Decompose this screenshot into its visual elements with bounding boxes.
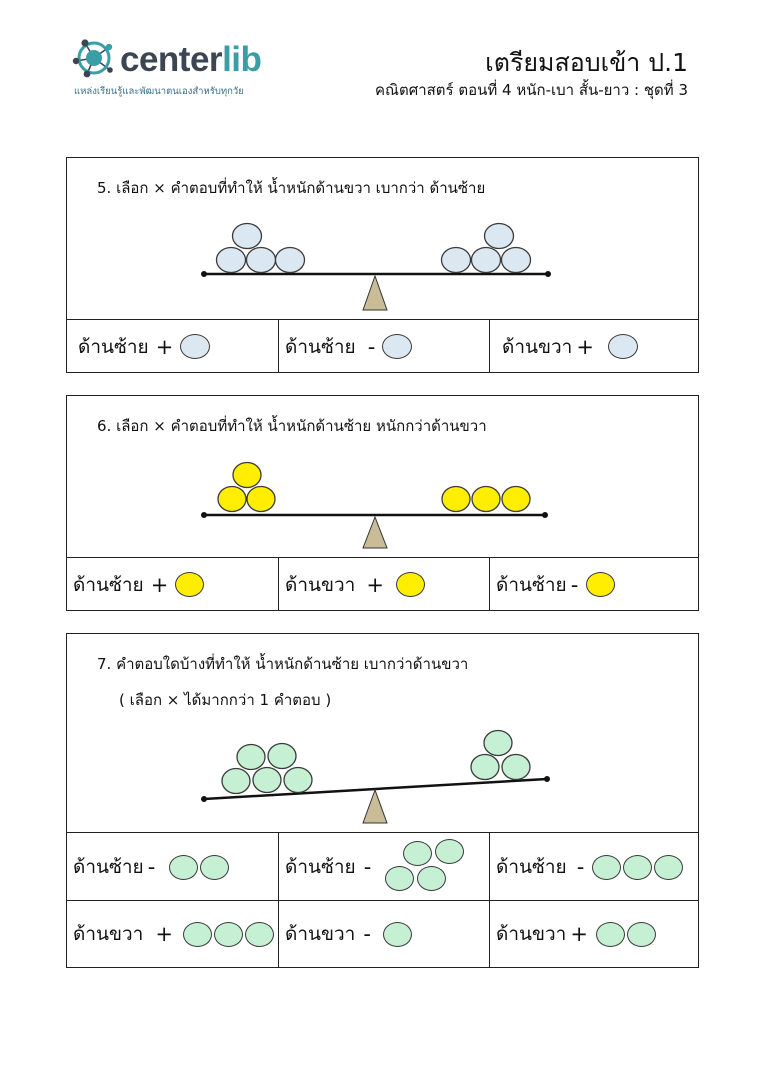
ball: [218, 487, 246, 512]
side-label: ด้านขวา: [285, 573, 356, 596]
ball: [247, 487, 275, 512]
beam-end-left: [201, 271, 207, 277]
ball-icon: [383, 922, 412, 947]
fulcrum: [363, 517, 387, 548]
side-label: ด้านขวา: [496, 923, 567, 945]
right-pan-balls: [442, 224, 531, 273]
operator: +: [155, 922, 173, 946]
ball-pile-icon: [385, 839, 465, 895]
operator: +: [155, 334, 174, 359]
ball: [276, 248, 305, 273]
question-5-text: 5. เลือก × คำตอบที่ทำให้ น้ำหนักด้านขวา เบากว่า ด้านซ้าย: [97, 179, 486, 197]
answer-option[interactable]: [489, 558, 698, 611]
ball-icon: [382, 334, 412, 359]
operator: +: [150, 572, 169, 597]
operator: +: [570, 922, 588, 946]
beam-end-right: [544, 776, 550, 782]
ball-icon: [596, 922, 625, 947]
operator: -: [147, 855, 156, 879]
beam-end-left: [201, 512, 207, 518]
ball: [247, 248, 276, 273]
ball: [502, 487, 530, 512]
ball-icon: [403, 841, 432, 866]
ball: [472, 248, 501, 273]
question-7-note: ( เลือก × ได้มากกว่า 1 คำตอบ ): [119, 691, 332, 709]
side-label: ด้านซ้าย: [285, 335, 356, 358]
answer-option[interactable]: [489, 900, 698, 967]
logo: [72, 34, 312, 104]
side-label: ด้านซ้าย: [73, 573, 144, 596]
logo-text-lib: lib: [222, 40, 262, 79]
side-label: ด้านซ้าย: [496, 573, 567, 596]
question-6-text: 6. เลือก × คำตอบที่ทำให้ น้ำหนักด้านซ้าย หนักกว่าด้านขวา: [97, 417, 487, 435]
ball: [284, 768, 312, 793]
right-pan-balls: [442, 487, 530, 512]
fulcrum: [363, 790, 387, 823]
answer-option[interactable]: [67, 833, 278, 901]
ball: [485, 224, 514, 249]
side-label: ด้านซ้าย: [78, 335, 149, 358]
answer-options-5: [67, 319, 698, 373]
ball: [233, 463, 261, 488]
operator: -: [367, 334, 376, 359]
ball-icon: [245, 922, 274, 947]
ball: [222, 769, 250, 794]
ball: [253, 768, 281, 793]
ball: [442, 248, 471, 273]
beam-end-left: [201, 796, 207, 802]
fulcrum: [363, 276, 387, 310]
ball-icon: [608, 334, 638, 359]
logo-tagline: แหล่งเรียนรู้และพัฒนาตนเองสำหรับทุกวัย: [74, 86, 244, 97]
answer-options-7-row-2: [67, 900, 698, 967]
answer-option[interactable]: [278, 833, 489, 901]
ball-icon: [417, 866, 446, 891]
ball-icon: [396, 572, 425, 597]
beam-end-right: [545, 271, 551, 277]
answer-option[interactable]: [278, 900, 489, 967]
left-pan-balls: [222, 744, 312, 794]
ball-icon: [200, 855, 229, 880]
question-7: [66, 633, 699, 968]
ball: [442, 487, 470, 512]
ball: [502, 248, 531, 273]
ball-icon: [592, 855, 621, 880]
question-7-text: 7. คำตอบใดบ้างที่ทำให้ น้ำหนักด้านซ้าย เบากว่าด้านขวา: [97, 655, 469, 673]
ball: [502, 755, 530, 780]
left-pan-balls: [218, 463, 275, 512]
ball-icon: [586, 572, 615, 597]
left-pan-balls: [217, 224, 305, 273]
ball: [484, 731, 512, 756]
answer-options-6: [67, 557, 698, 611]
page-subtitle: คณิตศาสตร์ ตอนที่ 4 หนัก-เบา สั้น-ยาว : ชุดที่ 3: [375, 81, 688, 99]
balance-scale-7: [67, 634, 700, 833]
ball-icon: [623, 855, 652, 880]
side-label: ด้านขวา: [73, 923, 144, 945]
side-label: ด้านขวา: [285, 923, 356, 945]
ball-icon: [654, 855, 683, 880]
operator: -: [576, 855, 585, 879]
answer-options-7-row-1: [67, 832, 698, 901]
side-label: ด้านซ้าย: [496, 856, 567, 878]
operator: -: [570, 572, 579, 597]
answer-option[interactable]: [67, 900, 278, 967]
ball-icon: [180, 334, 210, 359]
side-label: ด้านขวา: [502, 335, 573, 358]
side-label: ด้านซ้าย: [73, 856, 144, 878]
answer-option[interactable]: [489, 320, 698, 373]
beam-end-right: [542, 512, 548, 518]
answer-option[interactable]: [278, 320, 489, 373]
logo-wordmark: [120, 40, 261, 80]
right-pan-balls: [471, 731, 530, 780]
operator: +: [576, 334, 594, 359]
answer-option[interactable]: [67, 558, 278, 611]
ball: [237, 745, 265, 770]
ball: [217, 248, 246, 273]
operator: +: [366, 572, 384, 597]
ball: [471, 755, 499, 780]
balance-scale-5: [67, 158, 700, 320]
ball-icon: [214, 922, 243, 947]
question-6: [66, 395, 699, 611]
page-title: เตรียมสอบเข้า ป.1: [485, 48, 688, 77]
ball-icon: [435, 839, 464, 864]
logo-text-center: center: [120, 40, 223, 79]
ball-icon: [385, 866, 414, 891]
ball-icon: [627, 922, 656, 947]
answer-option[interactable]: [67, 320, 278, 373]
side-label: ด้านซ้าย: [285, 856, 356, 878]
question-5: [66, 157, 699, 373]
operator: -: [363, 922, 371, 946]
operator: -: [363, 855, 372, 879]
answer-option[interactable]: [278, 558, 489, 611]
ball: [233, 224, 262, 249]
ball-icon: [183, 922, 212, 947]
ball-icon: [169, 855, 198, 880]
ball: [472, 487, 500, 512]
ball: [268, 744, 296, 769]
ball-icon: [175, 572, 204, 597]
answer-option[interactable]: [489, 833, 698, 901]
balance-scale-6: [67, 396, 700, 558]
logo-molecule-icon: [72, 34, 120, 82]
